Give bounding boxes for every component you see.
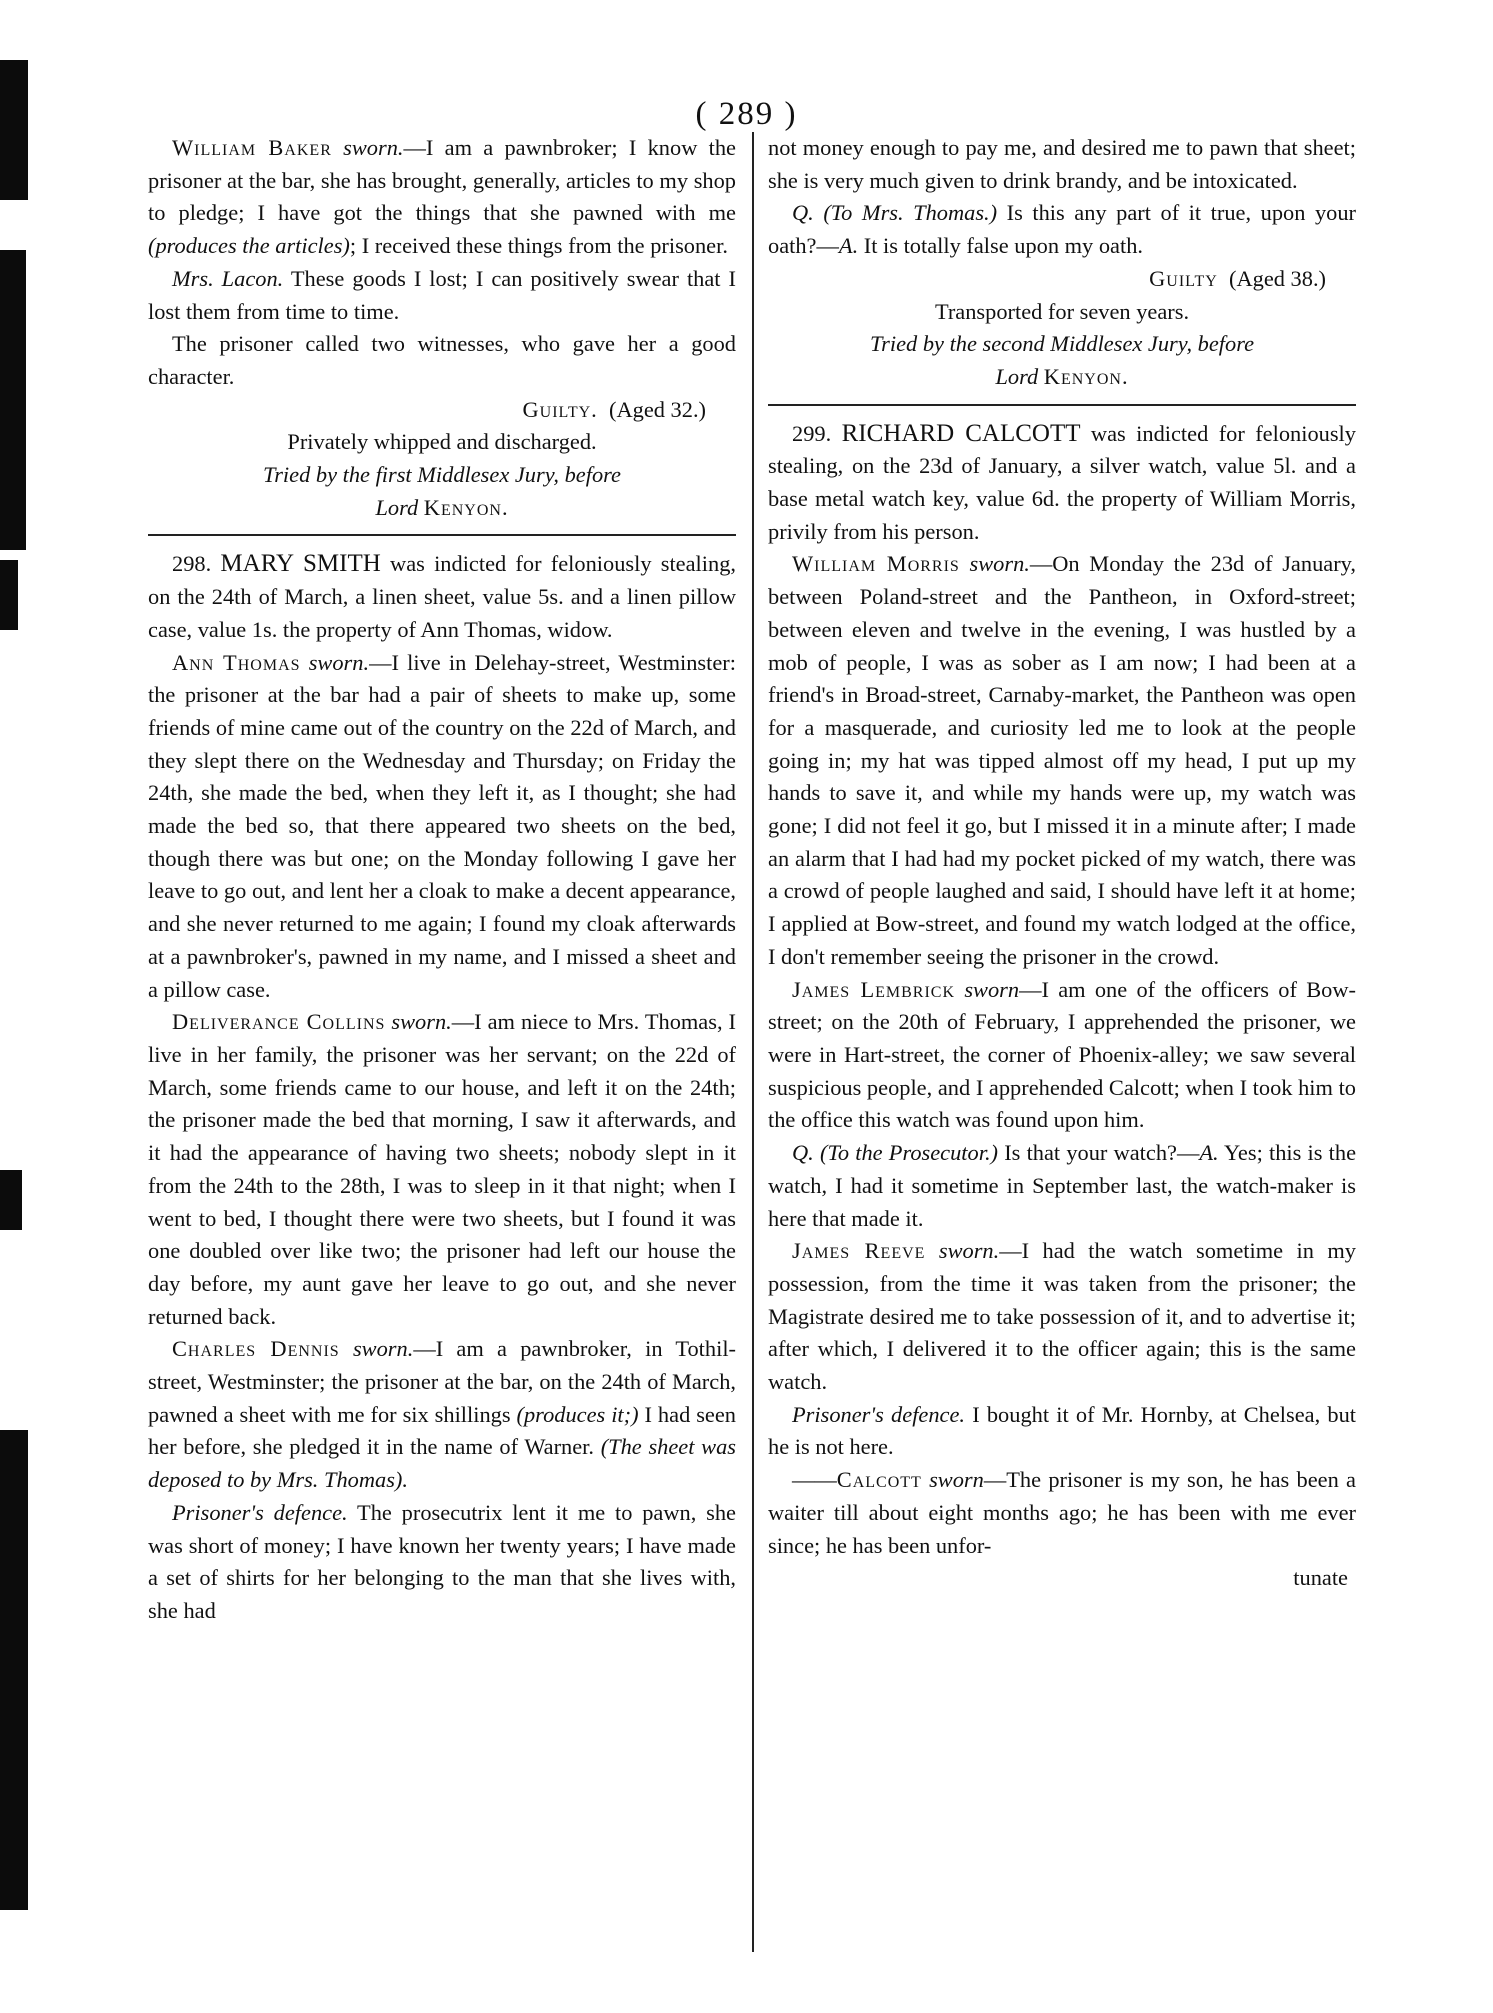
defence-label: Prisoner's defence. [172,1499,348,1525]
testimony-dennis [148,1333,736,1497]
witness-name: Calcott [836,1467,922,1493]
sentence: Privately whipped and discharged. [287,429,597,455]
column-divider [752,132,754,1952]
case-number: 298. [172,551,212,577]
sentence: Transported for seven years. [934,298,1190,324]
question-thomas [768,197,1356,262]
question-marker: Q. [792,200,814,226]
judge-title: Lord [995,363,1039,389]
testimony-lacon [148,263,736,328]
sworn-label: sworn [964,976,1020,1002]
scan-edge-mark [0,250,26,550]
defence-text: The prosecutrix lent it me to pawn, she was short of money; I have known her twenty years; I have made a set of shirts for her belonging to the man that she lives with, she had [148,1499,736,1623]
witnesses-note: The prisoner called two witnesses, who gave her a good character. [148,331,736,389]
sworn-label: sworn [929,1467,984,1493]
witness-name: James Lembrick [792,976,956,1002]
testimony-text: —I am niece to Mrs. Thomas, I live in her family, the prisoner was her servant; on the 22d of March, some friends came to our house, and left it on the 24th; the prisoner made the bed that morning, I saw it afterwards, and it had the appearance of having two sheets; nobody slept in it from the 24th to the 28th, I was to sleep in it that night; when I went to bed, I thought there were two sheets, but I found it was one doubled over like two; the prisoner had left our house the day before, my aunt gave her leave to go out, and she never returned back. [148,1009,736,1329]
question-prosecutor [768,1137,1356,1235]
dash: —— [792,1467,837,1493]
witness-name: Mrs. Lacon. [172,265,284,291]
verdict-line [768,263,1356,296]
testimony-text: —I had the watch sometime in my possession, from the time it was taken from the prisoner; the Magistrate desired me to take possession of it, and to advertise it; after which, I delivered it to the officer again; this is the same watch. [768,1238,1356,1395]
testimony-text: These goods I lost; I can positively swear that I lost them from time to time. [148,265,736,324]
question-addressee: (To Mrs. Thomas.) [823,200,998,226]
defendant-name: RICHARD CALCOTT [841,419,1081,447]
indictment-text: was indicted for feloniously stealing, on the 24th of March, a linen sheet, value 5s. and a linen pillow case, value 1s. the property of Ann Thomas, widow. [148,551,736,642]
case-separator [148,534,736,536]
testimony-baker [148,132,736,263]
case-299 [768,418,1356,549]
answer-marker: A. [1199,1140,1219,1166]
judge-name: Kenyon. [1043,363,1129,389]
case-298 [148,548,736,646]
case-number: 299. [792,420,832,446]
question-addressee: (To the Prosecutor.) [819,1140,999,1166]
aged: (Aged 38.) [1229,265,1326,291]
testimony-thomas [148,647,736,1007]
testimony-text: —I live in Delehay-street, Westminster: the prisoner at the bar had a pair of sheets to make up, some friends of mine came out of the country on the 22d of March, and they slept there on the Wednesday and Thursday; on Friday the 24th, she made the bed, when they left it, as I thought; she had made the bed so, that there appeared two sheets on the bed, though there was but one; on the Monday following I gave her leave to go out, and lent her a cloak to make a decent appearance, and she never returned to me again; I found my cloak afterwards at a pawnbroker's, pawned in my name, and I missed a sheet and a pillow case. [148,649,736,1002]
verdict: Guilty [1149,265,1218,291]
sworn-label: sworn. [969,551,1030,577]
scan-edge-mark [0,1430,28,1910]
judge-title: Lord [375,494,419,520]
defence-text: I bought it of Mr. Hornby, at Chelsea, but he is not here. [768,1401,1356,1460]
witness-name: Charles Dennis [172,1336,340,1362]
sworn-label: sworn. [308,649,370,675]
testimony-morris [768,548,1356,973]
case-separator [768,404,1356,406]
answer-text: Yes; this is the watch, I had it sometime in September last, the watch-maker is here that made it. [768,1140,1357,1231]
witness-name: Deliverance Collins [172,1009,386,1035]
scan-edge-mark [0,1170,22,1230]
testimony-text: —The prisoner is my son, he has been a waiter till about eight months ago; he has been with me ever since; he has been unfor- [768,1467,1356,1558]
witness-name: James Reeve [792,1238,926,1264]
testimony-text: —On Monday the 23d of January, between Poland-street and the Pantheon, in Oxford-street; between eleven and twelve in the evening, I was hustled by a mob of people, I was as sober as I am now; I had been at a friend's in Broad-street, Carnaby-market, the Pantheon was open for a masquerade, and curiosity led me to look at the people going in; my hat was tipped almost off my head, I put up my hands to save it, and while my hands were up, my watch was gone; I did not feel it go, but I missed it in a minute after; I made an alarm that I had had my pocket picked of my watch, there was a crowd of people laughed and said, I should have left it at home; I applied at Bow-street, and found my watch lodged at the office, I don't remember seeing the prisoner in the crowd. [768,551,1356,969]
verdict-line [148,394,736,427]
stage-note: (produces the articles) [148,233,350,259]
defendant-name: MARY SMITH [220,550,381,578]
left-column [148,132,736,1628]
question-text: Is this any part of it true, upon your oath?— [768,200,1356,259]
judge-name: Kenyon. [423,494,509,520]
witness-name: Ann Thomas [172,649,301,675]
tried-by: Tried by the second Middlesex Jury, before [869,331,1255,357]
question-text: Is that your watch?— [998,1140,1200,1166]
testimony-text: ; I received these things from the prisoner. [349,233,728,259]
page-number: ( 289 ) [695,96,798,132]
answer-marker: A. [838,233,859,259]
tried-by: Tried by the first Middlesex Jury, before [263,462,621,488]
prisoner-defence [148,1497,736,1628]
stage-note: (The sheet was deposed to by Mrs. Thomas). [148,1434,736,1493]
defence-label: Prisoner's defence. [792,1401,966,1427]
answer-text: It is totally false upon my oath. [858,233,1143,259]
right-column [768,132,1356,1595]
catchword: tunate [1293,1565,1348,1591]
testimony-collins [148,1006,736,1333]
aged: (Aged 32.) [609,396,706,422]
testimony-text: —I am a pawnbroker; I know the prisoner at the bar, she has brought, generally, articles to my shop to pledge; I have got the things that she pawned with me [148,135,736,226]
continued-text: not money enough to pay me, and desired me to pawn that sheet; she is very much given to drink brandy, and be intoxicated. [768,135,1356,193]
testimony-reeve [768,1235,1356,1399]
sworn-label: sworn. [391,1009,452,1035]
tried-by-judge [768,361,1356,394]
testimony-calcott [768,1464,1356,1562]
testimony-text: —I am a pawnbroker, in Tothil-street, Westminster; the prisoner at the bar, on the 24th of March, pawned a sheet with me for six shillings [148,1336,736,1427]
indictment-text: was indicted for feloniously stealing, on the 23d of January, a silver watch, value 5l. and a base metal watch key, value 6d. the property of William Morris, privily from his person. [768,420,1356,544]
sworn-label: sworn. [938,1238,1000,1264]
stage-note: (produces it;) [516,1401,639,1427]
testimony-text: —I am one of the officers of Bow-street; on the 20th of February, I apprehended the prisoner, we were in Hart-street, the corner of Phoenix-alley; we saw several suspicious people, and I apprehended Calcott; when I took him to the office this watch was found upon him. [768,976,1356,1133]
witness-name: William Morris [792,551,960,577]
verdict: Guilty. [522,396,598,422]
tried-by-judge [148,492,736,525]
scan-edge-mark [0,560,18,630]
sworn-label: sworn. [343,135,404,160]
question-marker: Q. [792,1140,814,1166]
testimony-text: I had seen her before, she pledged it in the name of Warner. [148,1401,736,1460]
sworn-label: sworn. [352,1336,414,1362]
testimony-lembrick [768,974,1356,1138]
witness-name: William Baker [172,135,332,160]
prisoner-defence [768,1399,1356,1464]
